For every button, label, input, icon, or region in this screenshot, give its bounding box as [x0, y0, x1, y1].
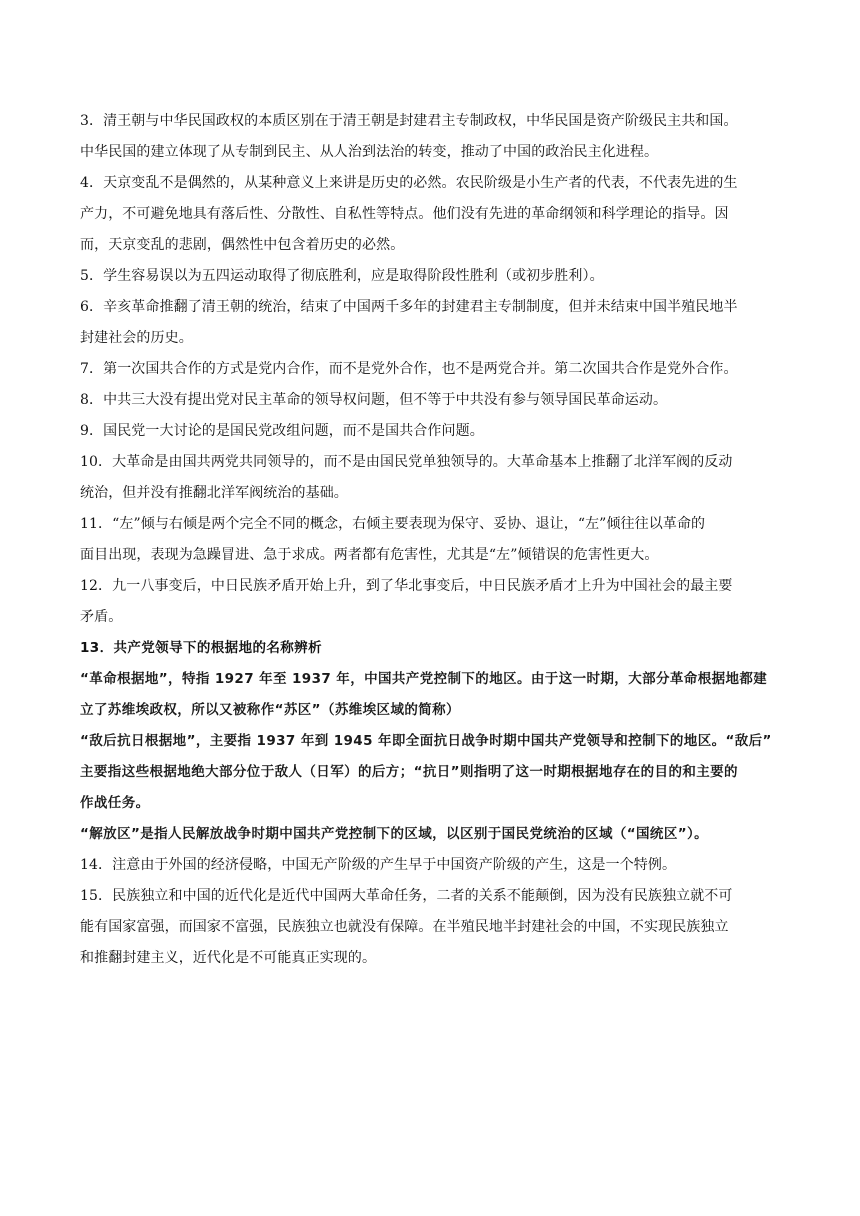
text-line: “解放区”是指人民解放战争时期中国共产党控制下的区域，以区别于国民党统治的区域（“国统区”）。	[80, 826, 709, 842]
text-line: 封建社会的历史。	[80, 330, 193, 346]
text-line: 10．大革命是由国共两党共同领导的，而不是由国民党单独领导的。大革命基本上推翻了北洋军阀的反动	[80, 454, 733, 470]
item-7	[80, 354, 785, 385]
text-line: 统治，但并没有推翻北洋军阀统治的基础。	[80, 485, 348, 501]
text-line: “革命根据地”，特指 1927 年至 1937 年，中国共产党控制下的地区。由于这一时期，大部分革命根据地都建	[80, 671, 768, 687]
text-line: “敌后抗日根据地”，主要指 1937 年到 1945 年即全面抗日战争时期中国共产党领导和控制下的地区。“敌后”	[80, 733, 772, 749]
section-13-heading: 13．共产党领导下的根据地的名称辨析	[80, 640, 322, 656]
text-line: 9．国民党一大讨论的是国民党改组问题，而不是国共合作问题。	[80, 423, 484, 439]
text-line: 14．注意由于外国的经济侵略，中国无产阶级的产生早于中国资产阶级的产生，这是一个特例。	[80, 857, 677, 873]
text-line: 矛盾。	[80, 609, 123, 625]
item-8	[80, 385, 785, 416]
text-line: 8．中共三大没有提出党对民主革命的领导权问题，但不等于中共没有参与领导国民革命运动。	[80, 392, 668, 408]
text-line: 产力，不可避免地具有落后性、分散性、自私性等特点。他们没有先进的革命纲领和科学理论的指导。因	[80, 206, 729, 222]
item-6	[80, 292, 785, 354]
section-13-dihou	[80, 726, 785, 819]
text-line: 12．九一八事变后，中日民族矛盾开始上升，到了华北事变后，中日民族矛盾才上升为中国社会的最主要	[80, 578, 733, 594]
text-line: 作战任务。	[80, 795, 150, 811]
text-line: 面目出现，表现为急躁冒进、急于求成。两者都有危害性，尤其是“左”倾错误的危害性更大。	[80, 547, 659, 563]
text-line: 能有国家富强，而国家不富强，民族独立也就没有保障。在半殖民地半封建社会的中国，不实现民族独立	[80, 919, 729, 935]
text-line: 4．天京变乱不是偶然的，从某种意义上来讲是历史的必然。农民阶级是小生产者的代表，不代表先进的生	[80, 175, 738, 191]
text-line: 5．学生容易误以为五四运动取得了彻底胜利，应是取得阶段性胜利（或初步胜利）。	[80, 268, 604, 284]
section-13-geming	[80, 664, 785, 726]
item-3	[80, 106, 785, 168]
item-14	[80, 850, 785, 881]
text-line: 和推翻封建主义，近代化是不可能真正实现的。	[80, 950, 377, 966]
item-12	[80, 571, 785, 633]
section-13-jiefang	[80, 819, 785, 850]
item-11	[80, 509, 785, 571]
item-9	[80, 416, 785, 447]
text-line: 15．民族独立和中国的近代化是近代中国两大革命任务，二者的关系不能颠倒，因为没有民族独立就不可	[80, 888, 733, 904]
text-line: 6．辛亥革命推翻了清王朝的统治，结束了中国两千多年的封建君主专制制度，但并未结束中国半殖民地半	[80, 299, 738, 315]
document-body	[80, 106, 785, 974]
text-line: 而，天京变乱的悲剧，偶然性中包含着历史的必然。	[80, 237, 405, 253]
item-10	[80, 447, 785, 509]
text-line: 11．“左”倾与右倾是两个完全不同的概念，右倾主要表现为保守、妥协、退让，“左”倾往往以革命的	[80, 516, 706, 532]
text-line: 主要指这些根据地绝大部分位于敌人（日军）的后方；“抗日”则指明了这一时期根据地存在的目的和主要的	[80, 764, 738, 780]
text-line: 3．清王朝与中华民国政权的本质区别在于清王朝是封建君主专制政权，中华民国是资产阶级民主共和国。	[80, 113, 738, 129]
text-line: 中华民国的建立体现了从专制到民主、从人治到法治的转变，推动了中国的政治民主化进程。	[80, 144, 659, 160]
text-line: 立了苏维埃政权，所以又被称作“苏区”（苏维埃区域的简称）	[80, 702, 460, 718]
text-line: 7．第一次国共合作的方式是党内合作，而不是党外合作，也不是两党合并。第二次国共合作是党外合作。	[80, 361, 738, 377]
item-4	[80, 168, 785, 261]
item-5	[80, 261, 785, 292]
item-15	[80, 881, 785, 974]
